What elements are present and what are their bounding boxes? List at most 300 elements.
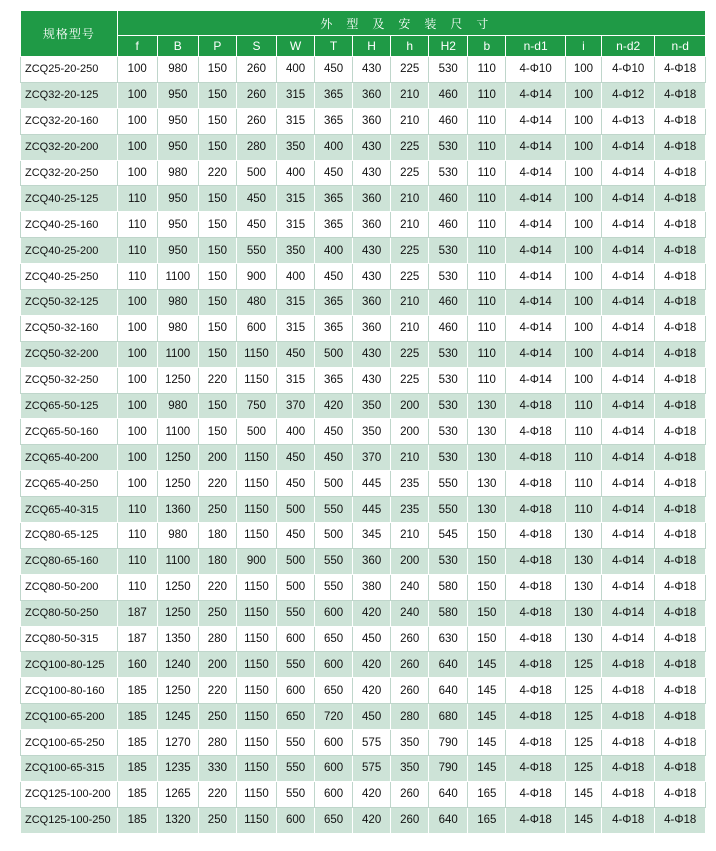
dimension-cell: 4-Φ18 (506, 756, 566, 782)
dimension-cell: 150 (198, 186, 236, 212)
dimension-cell: 100 (117, 134, 157, 160)
dimension-cell: 130 (468, 419, 506, 445)
dimension-cell: 100 (117, 82, 157, 108)
dimension-cell: 150 (198, 238, 236, 264)
dimension-cell: 900 (236, 264, 276, 290)
dimension-cell: 4-Φ18 (601, 807, 654, 833)
dimension-cell: 315 (277, 212, 315, 238)
dimension-cell: 640 (429, 807, 468, 833)
dimension-cell: 150 (468, 626, 506, 652)
table-row (21, 393, 706, 419)
dimension-cell: 4-Φ14 (506, 212, 566, 238)
dimension-cell: 600 (277, 626, 315, 652)
dimension-cell: 4-Φ18 (506, 781, 566, 807)
dimension-cell: 130 (565, 626, 601, 652)
dimension-cell: 360 (353, 108, 391, 134)
dimension-cell: 145 (468, 756, 506, 782)
dimension-cell: 1350 (157, 626, 198, 652)
dimension-cell: 650 (315, 678, 353, 704)
dimension-cell: 4-Φ14 (601, 367, 654, 393)
dimension-cell: 150 (468, 548, 506, 574)
dimension-cell: 365 (315, 212, 353, 238)
dimension-cell: 350 (277, 134, 315, 160)
dimension-cell: 315 (277, 186, 315, 212)
dimension-cell: 130 (468, 445, 506, 471)
model-cell: ZCQ50-32-250 (21, 367, 118, 393)
column-header: H2 (429, 36, 468, 57)
dimension-cell: 500 (315, 471, 353, 497)
header-row-columns (21, 36, 706, 57)
dimension-cell: 460 (429, 82, 468, 108)
dimension-cell: 260 (236, 82, 276, 108)
dimension-cell: 680 (429, 704, 468, 730)
dimension-cell: 315 (277, 290, 315, 316)
dimension-cell: 575 (353, 730, 391, 756)
table-row (21, 160, 706, 186)
dimension-cell: 4-Φ18 (655, 82, 706, 108)
dimension-cell: 350 (391, 756, 429, 782)
dimension-cell: 4-Φ18 (601, 781, 654, 807)
dimension-cell: 500 (315, 523, 353, 549)
dimension-cell: 4-Φ18 (655, 600, 706, 626)
dimension-cell: 450 (277, 523, 315, 549)
dimension-cell: 110 (468, 82, 506, 108)
dimension-cell: 4-Φ14 (601, 574, 654, 600)
dimension-cell: 4-Φ14 (601, 523, 654, 549)
model-cell: ZCQ50-32-160 (21, 315, 118, 341)
dimension-cell: 165 (468, 781, 506, 807)
dimension-cell: 220 (198, 367, 236, 393)
model-cell: ZCQ50-32-200 (21, 341, 118, 367)
dimension-cell: 280 (391, 704, 429, 730)
dimension-cell: 220 (198, 160, 236, 186)
dimension-cell: 130 (468, 393, 506, 419)
dimension-cell: 550 (429, 497, 468, 523)
dimension-cell: 240 (391, 574, 429, 600)
dimension-cell: 1150 (236, 781, 276, 807)
dimension-cell: 110 (468, 186, 506, 212)
model-cell: ZCQ32-20-125 (21, 82, 118, 108)
dimension-cell: 980 (157, 393, 198, 419)
dimension-cell: 980 (157, 160, 198, 186)
model-cell: ZCQ80-50-250 (21, 600, 118, 626)
dimension-cell: 4-Φ14 (506, 186, 566, 212)
table-row (21, 678, 706, 704)
dimension-cell: 4-Φ18 (655, 393, 706, 419)
dimension-cell: 110 (468, 367, 506, 393)
column-header: W (277, 36, 315, 57)
column-header: T (315, 36, 353, 57)
dimension-cell: 950 (157, 82, 198, 108)
dimension-cell: 4-Φ14 (506, 108, 566, 134)
dimension-cell: 430 (353, 57, 391, 83)
dimension-cell: 110 (117, 238, 157, 264)
dimension-cell: 450 (315, 445, 353, 471)
dimension-cell: 4-Φ18 (655, 652, 706, 678)
dimension-cell: 4-Φ18 (506, 574, 566, 600)
dimension-cell: 600 (315, 756, 353, 782)
dimension-cell: 1250 (157, 600, 198, 626)
table-row (21, 315, 706, 341)
dimension-cell: 4-Φ18 (655, 57, 706, 83)
dimension-cell: 650 (277, 704, 315, 730)
dimension-cell: 235 (391, 471, 429, 497)
dimension-cell: 110 (468, 264, 506, 290)
dimension-cell: 4-Φ18 (601, 678, 654, 704)
dimension-cell: 110 (117, 264, 157, 290)
column-header: n-d2 (601, 36, 654, 57)
dimension-cell: 980 (157, 315, 198, 341)
dimension-cell: 200 (198, 652, 236, 678)
dimension-cell: 4-Φ18 (655, 497, 706, 523)
dimension-cell: 110 (468, 341, 506, 367)
dimension-cell: 210 (391, 82, 429, 108)
dimension-cell: 100 (565, 134, 601, 160)
dimension-cell: 150 (198, 341, 236, 367)
dimension-cell: 550 (277, 600, 315, 626)
dimension-cell: 4-Φ18 (655, 341, 706, 367)
dimension-cell: 4-Φ12 (601, 82, 654, 108)
dimension-cell: 130 (468, 471, 506, 497)
table-row (21, 756, 706, 782)
dimension-cell: 250 (198, 704, 236, 730)
dimension-cell: 1150 (236, 704, 276, 730)
dimension-cell: 4-Φ18 (506, 471, 566, 497)
dimension-cell: 4-Φ18 (506, 652, 566, 678)
table-row (21, 704, 706, 730)
dimension-cell: 315 (277, 367, 315, 393)
dimension-cell: 4-Φ18 (506, 445, 566, 471)
dimension-cell: 4-Φ18 (506, 548, 566, 574)
dimension-cell: 225 (391, 160, 429, 186)
dimension-cell: 1150 (236, 600, 276, 626)
model-cell: ZCQ40-25-250 (21, 264, 118, 290)
dimension-cell: 600 (315, 652, 353, 678)
dimension-cell: 100 (117, 160, 157, 186)
dimension-cell: 145 (468, 704, 506, 730)
dimension-cell: 530 (429, 134, 468, 160)
dimension-cell: 260 (236, 57, 276, 83)
dimension-cell: 110 (117, 523, 157, 549)
dimension-cell: 445 (353, 471, 391, 497)
dimension-cell: 180 (198, 523, 236, 549)
dimension-cell: 450 (315, 160, 353, 186)
dimension-cell: 125 (565, 704, 601, 730)
dimension-cell: 4-Φ18 (655, 238, 706, 264)
dimension-cell: 4-Φ18 (655, 574, 706, 600)
dimension-cell: 280 (236, 134, 276, 160)
dimension-cell: 530 (429, 393, 468, 419)
dimension-cell: 1150 (236, 678, 276, 704)
dimension-cell: 1265 (157, 781, 198, 807)
dimension-cell: 4-Φ14 (601, 600, 654, 626)
dimension-cell: 200 (391, 393, 429, 419)
dimension-cell: 150 (198, 212, 236, 238)
dimension-cell: 100 (117, 290, 157, 316)
dimension-cell: 420 (315, 393, 353, 419)
dimension-cell: 220 (198, 781, 236, 807)
dimension-cell: 400 (277, 264, 315, 290)
dimension-cell: 530 (429, 264, 468, 290)
dimension-cell: 4-Φ14 (601, 445, 654, 471)
dimension-cell: 4-Φ14 (601, 290, 654, 316)
dimension-cell: 150 (198, 419, 236, 445)
dimension-cell: 640 (429, 652, 468, 678)
dimension-cell: 1270 (157, 730, 198, 756)
dimension-cell: 150 (198, 57, 236, 83)
table-row (21, 419, 706, 445)
dimension-cell: 150 (198, 290, 236, 316)
model-cell: ZCQ80-65-125 (21, 523, 118, 549)
dimension-cell: 260 (391, 626, 429, 652)
dimension-cell: 1250 (157, 574, 198, 600)
dimension-cell: 530 (429, 367, 468, 393)
dimension-cell: 225 (391, 367, 429, 393)
column-header: n-d1 (506, 36, 566, 57)
dimension-cell: 4-Φ14 (506, 160, 566, 186)
table-row (21, 471, 706, 497)
dimension-cell: 220 (198, 471, 236, 497)
dimension-cell: 235 (391, 497, 429, 523)
table-row (21, 82, 706, 108)
dimension-cell: 360 (353, 212, 391, 238)
dimension-cell: 4-Φ14 (506, 290, 566, 316)
dimension-cell: 145 (468, 678, 506, 704)
dimension-cell: 4-Φ14 (601, 497, 654, 523)
dimension-cell: 4-Φ14 (601, 315, 654, 341)
dimension-cell: 950 (157, 134, 198, 160)
table-row (21, 807, 706, 833)
table-row (21, 781, 706, 807)
dimension-cell: 315 (277, 108, 315, 134)
dimension-cell: 580 (429, 574, 468, 600)
dimension-cell: 4-Φ18 (655, 678, 706, 704)
dimension-cell: 150 (468, 523, 506, 549)
model-cell: ZCQ32-20-160 (21, 108, 118, 134)
column-header: n-d (655, 36, 706, 57)
dimension-cell: 1150 (236, 652, 276, 678)
dimension-cell: 370 (277, 393, 315, 419)
dimension-cell: 1250 (157, 678, 198, 704)
dimension-cell: 4-Φ18 (506, 678, 566, 704)
dimension-cell: 240 (391, 600, 429, 626)
table-row (21, 574, 706, 600)
column-header: h (391, 36, 429, 57)
dimension-cell: 145 (565, 781, 601, 807)
dimension-cell: 180 (198, 548, 236, 574)
dimension-cell: 950 (157, 108, 198, 134)
model-cell: ZCQ80-50-315 (21, 626, 118, 652)
dimension-cell: 400 (277, 419, 315, 445)
dimension-cell: 1150 (236, 730, 276, 756)
dimension-cell: 950 (157, 238, 198, 264)
dimension-cell: 640 (429, 781, 468, 807)
dimension-cell: 360 (353, 315, 391, 341)
dimension-cell: 1100 (157, 548, 198, 574)
dimension-cell: 430 (353, 367, 391, 393)
dimension-cell: 4-Φ18 (655, 160, 706, 186)
model-cell: ZCQ125-100-250 (21, 807, 118, 833)
dimension-cell: 1360 (157, 497, 198, 523)
dimension-cell: 1250 (157, 445, 198, 471)
dimension-cell: 4-Φ14 (506, 264, 566, 290)
model-cell: ZCQ25-20-250 (21, 57, 118, 83)
dimension-cell: 250 (198, 497, 236, 523)
dimension-cell: 185 (117, 704, 157, 730)
dimension-cell: 4-Φ14 (601, 393, 654, 419)
dimension-cell: 100 (117, 393, 157, 419)
model-cell: ZCQ40-25-160 (21, 212, 118, 238)
dimension-cell: 450 (315, 264, 353, 290)
dimension-cell: 1150 (236, 471, 276, 497)
dimension-cell: 1250 (157, 471, 198, 497)
table-row (21, 652, 706, 678)
table-row (21, 367, 706, 393)
table-row (21, 57, 706, 83)
dimension-cell: 420 (353, 781, 391, 807)
column-header: b (468, 36, 506, 57)
dimension-cell: 4-Φ10 (601, 57, 654, 83)
dimension-cell: 4-Φ14 (601, 238, 654, 264)
dimension-cell: 365 (315, 315, 353, 341)
dimension-cell: 4-Φ14 (601, 160, 654, 186)
dimension-cell: 550 (277, 652, 315, 678)
dimension-cell: 110 (468, 108, 506, 134)
dimension-cell: 200 (198, 445, 236, 471)
dimension-cell: 225 (391, 57, 429, 83)
dimension-cell: 550 (277, 781, 315, 807)
column-header: f (117, 36, 157, 57)
dimension-cell: 4-Φ18 (655, 367, 706, 393)
table-row (21, 212, 706, 238)
dimension-cell: 100 (565, 238, 601, 264)
dimension-cell: 4-Φ18 (655, 419, 706, 445)
dimension-cell: 125 (565, 678, 601, 704)
dimension-cell: 365 (315, 367, 353, 393)
dimension-cell: 1150 (236, 341, 276, 367)
dimension-cell: 315 (277, 315, 315, 341)
dimension-cell: 225 (391, 341, 429, 367)
dimension-cell: 450 (353, 704, 391, 730)
dimension-cell: 450 (277, 445, 315, 471)
model-cell: ZCQ100-65-315 (21, 756, 118, 782)
dimension-cell: 330 (198, 756, 236, 782)
dimension-cell: 1320 (157, 807, 198, 833)
model-cell: ZCQ65-40-315 (21, 497, 118, 523)
dimension-cell: 4-Φ18 (601, 756, 654, 782)
dimension-cell: 4-Φ14 (601, 548, 654, 574)
dimension-cell: 600 (315, 730, 353, 756)
dimension-cell: 110 (565, 419, 601, 445)
dimension-cell: 110 (117, 186, 157, 212)
table-body (21, 57, 706, 834)
dimension-cell: 350 (391, 730, 429, 756)
dimension-cell: 1150 (236, 574, 276, 600)
dimension-cell: 4-Φ18 (655, 807, 706, 833)
dimension-cell: 100 (117, 367, 157, 393)
dimension-cell: 220 (198, 678, 236, 704)
dimension-cell: 260 (391, 652, 429, 678)
dimension-cell: 145 (468, 730, 506, 756)
dimension-cell: 130 (565, 574, 601, 600)
table-row (21, 108, 706, 134)
dimension-cell: 360 (353, 290, 391, 316)
dimension-cell: 100 (565, 57, 601, 83)
dimension-cell: 110 (565, 445, 601, 471)
dimension-cell: 530 (429, 445, 468, 471)
dimension-cell: 110 (117, 497, 157, 523)
dimension-cell: 100 (117, 108, 157, 134)
dimension-cell: 500 (277, 574, 315, 600)
dimension-cell: 545 (429, 523, 468, 549)
dimension-cell: 1100 (157, 264, 198, 290)
dimension-cell: 445 (353, 497, 391, 523)
model-cell: ZCQ40-25-125 (21, 186, 118, 212)
model-column-header: 规格型号 (21, 11, 118, 57)
dimension-cell: 100 (117, 315, 157, 341)
dimension-cell: 110 (468, 238, 506, 264)
dimension-cell: 110 (117, 212, 157, 238)
dimension-cell: 100 (565, 186, 601, 212)
dimension-cell: 530 (429, 548, 468, 574)
dimension-cell: 260 (391, 678, 429, 704)
dimension-cell: 4-Φ18 (655, 626, 706, 652)
dimension-cell: 420 (353, 807, 391, 833)
dimension-cell: 530 (429, 57, 468, 83)
dimension-cell: 4-Φ18 (655, 108, 706, 134)
dimension-cell: 4-Φ18 (655, 315, 706, 341)
dimension-cell: 187 (117, 626, 157, 652)
dimension-cell: 420 (353, 652, 391, 678)
dimension-cell: 110 (468, 160, 506, 186)
table-row (21, 264, 706, 290)
dimension-cell: 650 (315, 626, 353, 652)
table-row (21, 523, 706, 549)
dimension-cell: 370 (353, 445, 391, 471)
dimension-cell: 130 (565, 548, 601, 574)
dimension-cell: 185 (117, 730, 157, 756)
column-header: B (157, 36, 198, 57)
dimension-cell: 1150 (236, 626, 276, 652)
dimension-cell: 110 (565, 393, 601, 419)
table-row (21, 186, 706, 212)
dimension-cell: 400 (277, 160, 315, 186)
dimension-cell: 4-Φ14 (601, 134, 654, 160)
dimension-cell: 4-Φ18 (506, 523, 566, 549)
dimension-cell: 500 (277, 497, 315, 523)
dimension-cell: 160 (117, 652, 157, 678)
model-cell: ZCQ125-100-200 (21, 781, 118, 807)
dimension-table (20, 10, 706, 834)
dimension-cell: 100 (117, 445, 157, 471)
dimension-cell: 145 (468, 652, 506, 678)
dimension-cell: 110 (117, 574, 157, 600)
dimension-cell: 4-Φ13 (601, 108, 654, 134)
dimension-cell: 4-Φ18 (506, 807, 566, 833)
dimension-cell: 360 (353, 548, 391, 574)
dimension-cell: 125 (565, 730, 601, 756)
dimension-cell: 350 (353, 393, 391, 419)
dimension-cell: 600 (315, 781, 353, 807)
dimension-cell: 100 (117, 57, 157, 83)
dimension-cell: 580 (429, 600, 468, 626)
dimension-cell: 1235 (157, 756, 198, 782)
dimension-cell: 110 (468, 134, 506, 160)
dimension-cell: 450 (353, 626, 391, 652)
dimension-cell: 100 (565, 315, 601, 341)
table-header (21, 11, 706, 57)
dimension-cell: 4-Φ18 (506, 419, 566, 445)
